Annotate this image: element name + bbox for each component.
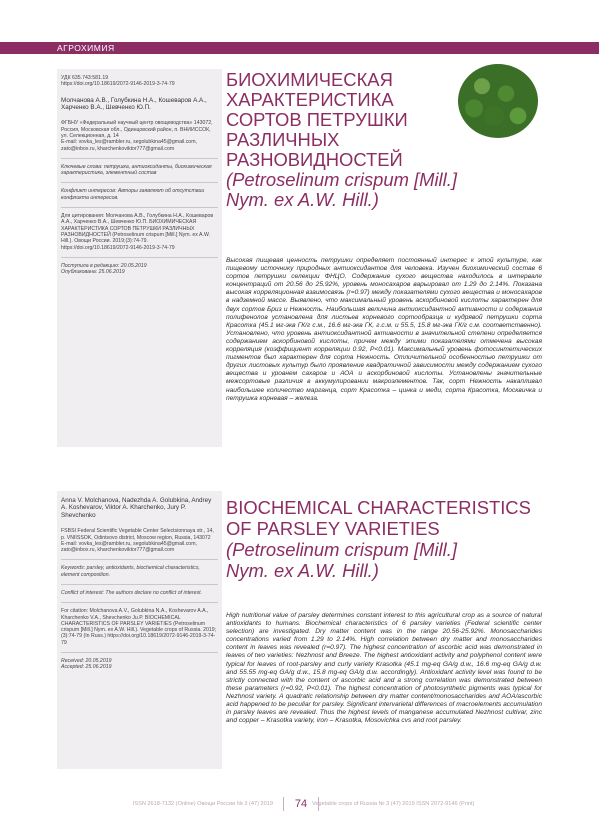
title-ru-latin: Nym. ex A.W. Hill.): [226, 189, 379, 210]
title-en: [226, 497, 556, 581]
abstract-en: High nutritional value of parsley determines constant interest to this agricultural crop as a source of natural antioxidants to humans. Biochemical characteristics of 6 parsley varieties (Federal scientific center selection) are investigated. Dry matter content was in the range 20.56-25.92%. Monosaccharides concentrations varied from 1.29 to 2.14%. High correlation between dry matter and monosaccharides content in leaves was revealed (r=0.97). The highest concentration of ascorbic acid was demonstrated in leaves of two varieties: Nezhnost and Breeze. The highest antioxidant activity and polyphenol content were typical for leaves of root-parsley and curly variety Krasotka (45.1 mg-eq GA/g d.w., 16.6 mg-eq GA/g d.w. and 55.55 mg-eq GA/g d.w., 15.8 mg-eq GA/g d.w. accordingly). Antioxidant activity level was found to be strictly connected with the content of ascorbic acid and a strong correlation was demonstrated between these parameters (r=0.92, P<0.01). The highest concentration of photosynthetic pigments was typical for Nezhnost variety. A quadratic relationship between dry matter content/monosaccharides and AOA/ascorbic acid happened to be peculiar for parsley. Significant intervarietal differences of macroelements accumulation in parsley leaves are revealed. Thus the highest levels of manganese accumulated Nezhnost cultivar, zinc and copper – Krasotka variety, iron – Krasotka, Mosovichka cvs and root parsley.: [226, 612, 542, 725]
affiliation-en: FSBSI Federal Scientific Vegetable Center Selectsionnaya str., 14, p. VNIISSOK, Odintsovo district, Moscow region, Russia, 143072: [61, 528, 214, 541]
abstract-ru: Высокая пищевая ценность петрушки определяет постоянный интерес к этой культуре, как пищевому источнику природных антиоксидантов для человека. Изучен биохимический состав 6 сортов петрушки селекции ФНЦО. Содержание сухого вещества находилось в интервале концентраций от 20.56 до 25.92%, уровень моносахаров варьировал от 1.29 до 2.14%. Показана высокая корреляционная взаимосвязь (r=0.97) между показателями сухого вещества и моносахаров в надземной массе. Выявлено, что максимальный уровень аскорбиновой кислоты характерен для двух сортов Бриз и Нежность. Наибольшая величина антиоксидантной активности и содержания полифенолов установлена для листьев корневого сортообразца и кудрявой петрушки сорта Красотка (45.1 мг-экв ГК/г с.м., 16.6 мг-экв ГК, г.с.м. и 55.5, 15.8 мг-экв ГК/г с.м. соответственно). Установлено, что уровень антиоксидантной активности в значительной степени определяется содержанием аскорбиновой кислоты, причем между этими показателями отмечена высокая корреляция (коэффициент корреляции 0.92, P<0.01). Максимальный уровень фотосинтетических пигментов был характерен для сорта Нежность. Отличительной особенностью петрушки от других листовых культур было проявление квадратичной зависимости между содержанием сухого вещества и уровнем сахаров и АОА и аскорбиновой кислоты. Установлены значительные межсортовые различия в аккумулировании макроэлементов. Так, сорт Нежность накапливал наибольшее количество марганца, сорт Красотка – цинка и меди, сорта Красотка, Москвичка и петрушка корневая – железа.: [226, 257, 542, 402]
section-header: АГРОХИМИЯ: [57, 43, 115, 53]
citation-en: For citation: Molchanova A.V., Golubkina N.A., Koshevarov A.A., Kharchenko V.A., Shevchenko Ju.P. BIOCHEMICAL CHARACTERISTICS OF PARSLEY VARIETIES (Petroselinum crispum [Mill.] Nym. ex A.W. Hill.). Vegetable crops of Russia. 2019;(3):74-79 (In Russ.) https://doi.org/10.18619/2072-9146-2019-3-74-79: [61, 608, 217, 646]
conflict-ru: Конфликт интересов: Авторы заявляют об отсутствии конфликта интересов.: [61, 188, 205, 201]
title-en-line: BIOCHEMICAL CHARACTERISTICS: [226, 497, 531, 518]
title-ru-latin: (Petroselinum crispum [Mill.]: [226, 169, 457, 190]
accepted-ru: Опубликована: 25.06.2019: [61, 269, 125, 276]
sidebar-en: [57, 491, 222, 769]
title-en-line: OF PARSLEY VARIETIES: [226, 518, 440, 539]
authors-ru: Молчанова А.В., Голубкина Н.А., Кошеваров А.А., Харченко В.А., Шевченко Ю.П.: [61, 96, 207, 111]
authors-en: Anna V. Molchanova, Nadezhda A. Golubkina, Andrey A. Koshevarov, Viktor A. Kharchenko, Jury P. Shevchenko: [61, 497, 212, 519]
title-ru: [226, 69, 457, 210]
parsley-photo: [458, 64, 538, 138]
doi-ru: https://doi.org/10.18619/2072-9146-2019-3-74-79: [61, 81, 175, 88]
title-en-latin: Nym. ex A.W. Hill.): [226, 560, 379, 581]
title-ru-line: ХАРАКТЕРИСТИКА: [226, 89, 394, 110]
conflict-en: Conflict of interest: The authors declare no conflict of interest.: [61, 590, 202, 596]
title-ru-line: РАЗЛИЧНЫХ: [226, 129, 340, 150]
udk: УДК 635.743:581.19: [61, 75, 109, 81]
keywords-ru: Ключевые слова: петрушка, антиоксиданты, биохимическая характеристика, элементный состав: [61, 163, 212, 177]
received-ru: Поступила в редакцию: 20.05.2019: [61, 262, 147, 269]
email-en: E-mail: vovka_les@rambler.ru, segolubkina45@gmail.com, zato@inbox.ru, kharchenkoviktor777@gmail.com: [61, 540, 197, 554]
citation-ru: Для цитирования: Молчанова А.В., Голубкина Н.А., Кошеваров А.А., Харченко В.А., Шевченко Ю.П. БИОХИМИЧЕСКАЯ ХАРАКТЕРИСТИКА СОРТОВ ПЕТРУШКИ РАЗЛИЧНЫХ РАЗНОВИДНОСТЕЙ (Petroselinum crispum [Mill.] Nym. ex A.W. Hill.). Овощи России. 2019;(3):74-79. https://doi.org/10.18619/2072-9146-2019-3-74-79: [61, 213, 214, 251]
title-ru-line: РАЗНОВИДНОСТЕЙ: [226, 149, 403, 170]
footer-left: ISSN 2618-7132 (Online) Овощи России № 3 (47) 2019: [132, 801, 273, 807]
page-footer: [0, 797, 599, 811]
title-ru-line: БИОХИМИЧЕСКАЯ: [226, 69, 393, 90]
sidebar-ru: [57, 69, 222, 447]
title-ru-line: СОРТОВ ПЕТРУШКИ: [226, 109, 408, 130]
affiliation-ru: ФГБНУ «Федеральный научный центр овощеводства» 143072, Россия, Московская обл., Одинцовский район, п. ВНИИССОК, ул. Селекционная, д. 14: [61, 120, 213, 139]
received-en: Received: 20.05.2019: [61, 658, 112, 665]
title-en-latin: (Petroselinum crispum [Mill.]: [226, 539, 457, 560]
footer-right: Vegetable crops of Russia № 3 (47) 2019 ISSN 2072-9146 (Print): [312, 801, 475, 807]
keywords-en: Keywords: parsley, antioxidants, biochemical characteristics, element composition.: [61, 565, 200, 578]
email-ru: E-mail: vovka_les@rambler.ru, segolubkina45@gmail.com, zato@inbox.ru, kharchenkoviktor777@gmail.com: [61, 139, 197, 152]
accepted-en: Accepted: 25.06.2019: [61, 664, 112, 671]
page-number: 74: [283, 797, 319, 811]
